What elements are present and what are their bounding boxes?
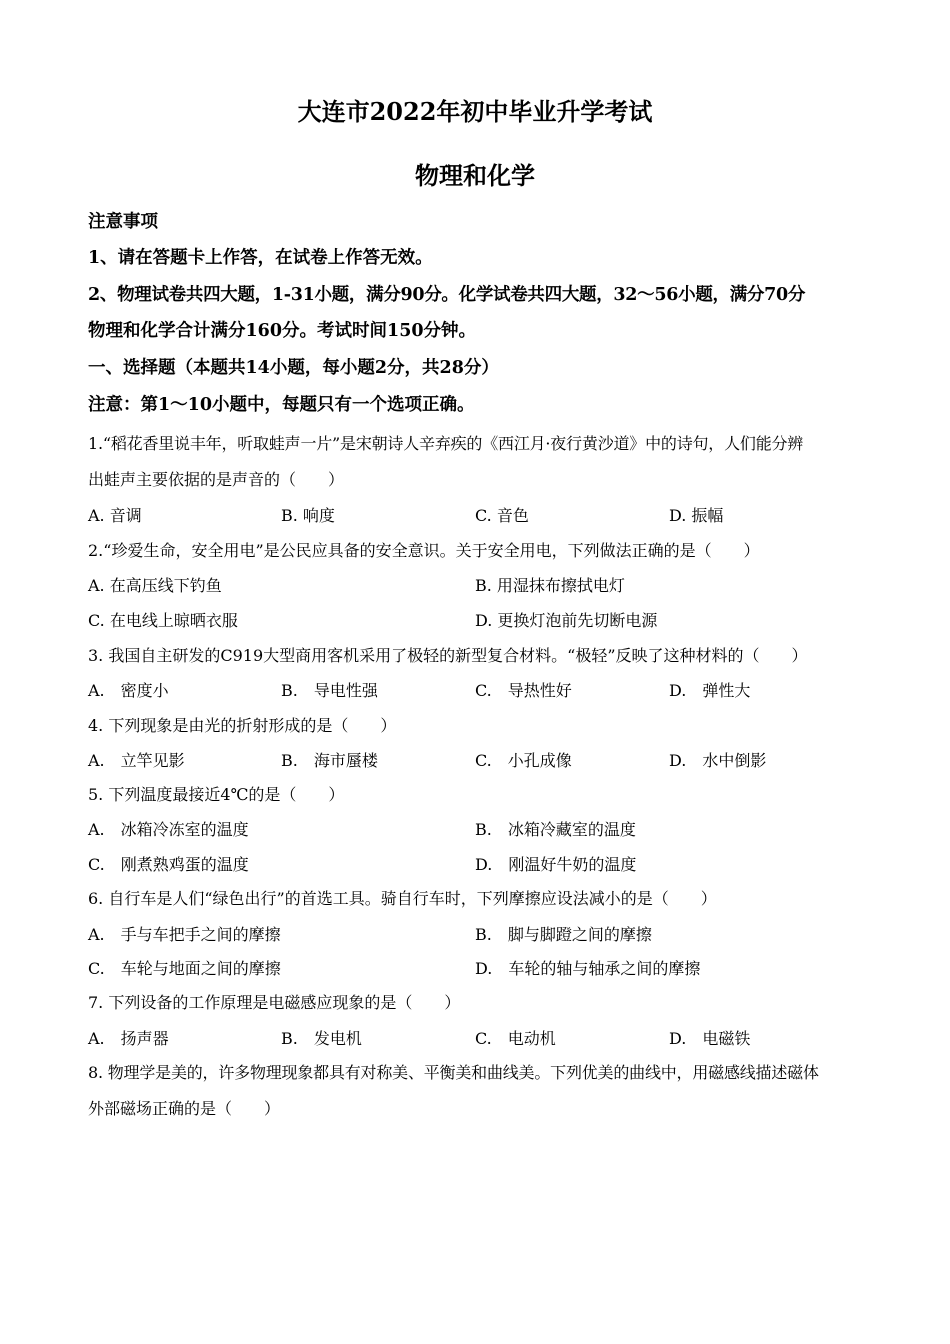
question-7-option-a: A. 扬声器 — [88, 1029, 169, 1048]
exam-subject: 物理和化学 — [415, 161, 535, 190]
question-7-option-c: C. 电动机 — [475, 1029, 556, 1048]
question-4-option-a: A. 立竿见影 — [88, 751, 185, 770]
question-5-option-b: B. 冰箱冷藏室的温度 — [475, 820, 636, 839]
section-note: 注意：第1～10小题中，每题只有一个选项正确。 — [88, 395, 475, 415]
question-1-option-c: C. 音色 — [475, 506, 529, 525]
question-3-option-d: D. 弹性大 — [669, 681, 751, 700]
question-8-stem-cont: 外部磁场正确的是（ ） — [88, 1099, 281, 1118]
question-5-option-d: D. 刚温好牛奶的温度 — [475, 855, 637, 874]
notice-heading: 注意事项 — [88, 212, 158, 232]
notice-item-1: 1、请在答题卡上作答，在试卷上作答无效。 — [88, 248, 433, 268]
notice-item-2-cont: 物理和化学合计满分160分。考试时间150分钟。 — [88, 321, 477, 341]
exam-title: 大连市2022年初中毕业升学考试 — [297, 97, 653, 126]
question-7-option-b: B. 发电机 — [281, 1029, 362, 1048]
question-2-stem: 2.“珍爱生命，安全用电”是公民应具备的安全意识。关于安全用电，下列做法正确的是（ ） — [88, 541, 760, 560]
question-3-option-b: B. 导电性强 — [281, 681, 378, 700]
question-5-stem: 5. 下列温度最接近4℃的是（ ） — [88, 785, 345, 804]
question-6-option-b: B. 脚与脚蹬之间的摩擦 — [475, 925, 652, 944]
question-2-option-d: D. 更换灯泡前先切断电源 — [475, 611, 658, 630]
question-6-option-d: D. 车轮的轴与轴承之间的摩擦 — [475, 959, 701, 978]
question-3-option-a: A. 密度小 — [88, 681, 169, 700]
question-5-option-a: A. 冰箱冷冻室的温度 — [88, 820, 249, 839]
question-6-option-c: C. 车轮与地面之间的摩擦 — [88, 959, 281, 978]
notice-item-2: 2、物理试卷共四大题，1-31小题，满分90分。化学试卷共四大题，32～56小题，满分70分 — [88, 285, 806, 305]
question-5-option-c: C. 刚煮熟鸡蛋的温度 — [88, 855, 249, 874]
question-1-option-b: B. 响度 — [281, 506, 335, 525]
question-1-option-d: D. 振幅 — [669, 506, 724, 525]
question-1-option-a: A. 音调 — [88, 506, 142, 525]
question-4-option-d: D. 水中倒影 — [669, 751, 767, 770]
question-2-option-c: C. 在电线上晾晒衣服 — [88, 611, 238, 630]
question-1-stem-cont: 出蛙声主要依据的是声音的（ ） — [88, 470, 345, 489]
question-6-option-a: A. 手与车把手之间的摩擦 — [88, 925, 281, 944]
section-heading: 一、选择题（本题共14小题，每小题2分，共28分） — [88, 358, 499, 378]
question-2-option-b: B. 用湿抹布擦拭电灯 — [475, 576, 625, 595]
question-3-option-c: C. 导热性好 — [475, 681, 572, 700]
question-4-option-b: B. 海市蜃楼 — [281, 751, 378, 770]
question-7-stem: 7. 下列设备的工作原理是电磁感应现象的是（ ） — [88, 993, 461, 1012]
question-2-option-a: A. 在高压线下钓鱼 — [88, 576, 222, 595]
question-6-stem: 6. 自行车是人们“绿色出行”的首选工具。骑自行车时，下列摩擦应设法减小的是（ ） — [88, 889, 717, 908]
question-8-stem: 8. 物理学是美的，许多物理现象都具有对称美、平衡美和曲线美。下列优美的曲线中，用磁感线描述磁体 — [88, 1063, 819, 1082]
question-3-stem: 3. 我国自主研发的C919大型商用客机采用了极轻的新型复合材料。“极轻”反映了这种材料的（ ） — [88, 646, 808, 665]
question-7-option-d: D. 电磁铁 — [669, 1029, 751, 1048]
question-1-stem: 1.“稻花香里说丰年，听取蛙声一片”是宋朝诗人辛弃疾的《西江月·夜行黄沙道》中的诗句，人们能分辨 — [88, 434, 804, 453]
question-4-stem: 4. 下列现象是由光的折射形成的是（ ） — [88, 716, 397, 735]
question-4-option-c: C. 小孔成像 — [475, 751, 572, 770]
